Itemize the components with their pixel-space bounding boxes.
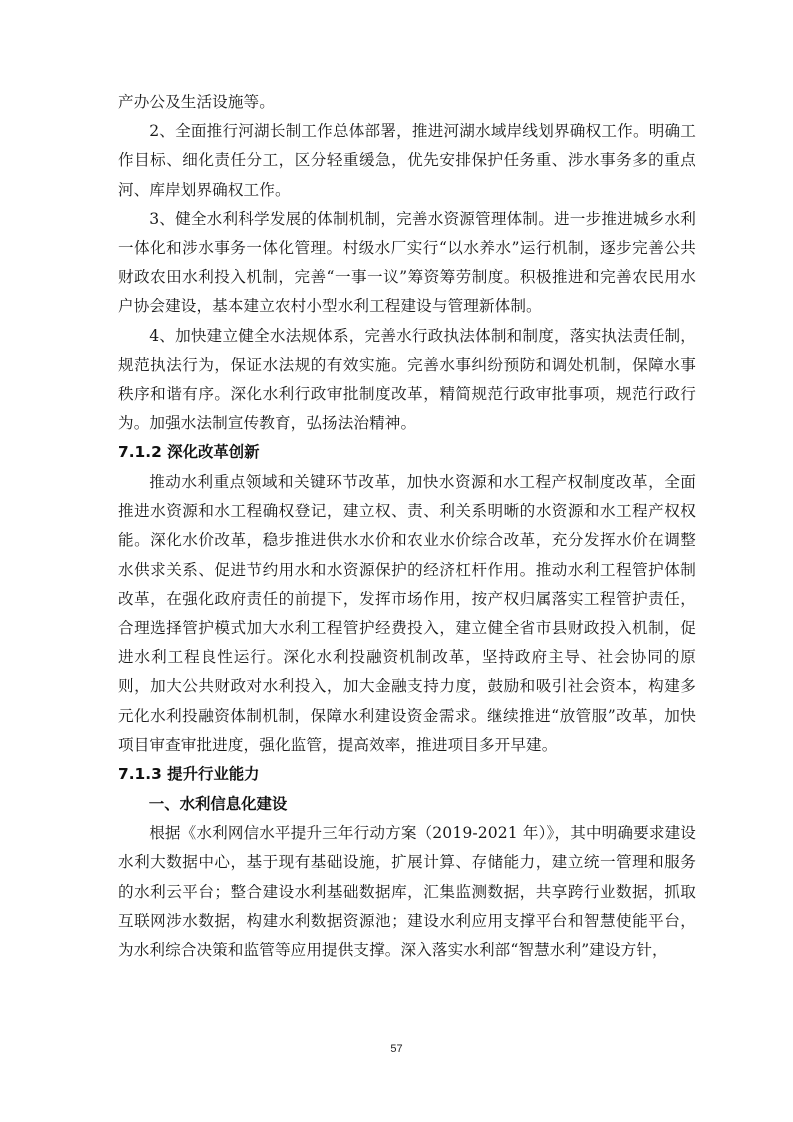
paragraph-item-4: 4、加快建立健全水法规体系，完善水行政执法体制和制度，落实执法责任制，规范执法行为，保证水法规的有效实施。完善水事纠纷预防和调处机制，保障水事秩序和谐有序。深化水利行政审批制度改革，精简规范行政审批事项，规范行政行为。加强水法制宣传教育，弘扬法治精神。 <box>118 326 696 433</box>
paragraph-informatization: 根据《水利网信水平提升三年行动方案（2019-2021 年）》，其中明确要求建设水利大数据中心，基于现有基础设施，扩展计算、存储能力，建立统一管理和服务的水利云平台；整合建设水利基础数据库，汇集监测数据，共享跨行业数据，抓取互联网涉水数据，构建水利数据资源池；建设水利应用支撑平台和智慧使能平台，为水利综合决策和监管等应用提供支撑。深入落实水利部“智慧水利”建设方针， <box>118 824 696 960</box>
paragraph-continuation: 产办公及生活设施等。 <box>118 93 275 111</box>
paragraph-item-2: 2、全面推行河湖长制工作总体部署，推进河湖水域岸线划界确权工作。明确工作目标、细化责任分工，区分轻重缓急，优先安排保护任务重、涉水事务多的重点河、库岸划界确权工作。 <box>118 122 696 199</box>
paragraph-reform: 推动水利重点领域和关键环节改革，加快水资源和水工程产权制度改革，全面推进水资源和水工程确权登记，建立权、责、利关系明晰的水资源和水工程产权权能。深化水价改革，稳步推进供水水价和农业水价综合改革，充分发挥水价在调整水供求关系、促进节约用水和水资源保护的经济杠杆作用。推动水利工程管护体制改革，在强化政府责任的前提下，发挥市场作用，按产权归属落实工程管护责任，合理选择管护模式加大水利工程管护经费投入，建立健全省市县财政投入机制，促进水利工程良性运行。深化水利投融资机制改革，坚持政府主导、社会协同的原则，加大公共财政对水利投入，加大金融支持力度，鼓励和吸引社会资本，构建多元化水利投融资体制机制，保障水利建设资金需求。继续推进“放管服”改革，加快项目审查审批进度，强化监管，提高效率，推进项目多开早建。 <box>118 473 696 754</box>
page-number: 57 <box>390 1043 403 1055</box>
subsection-heading-informatization: 一、水利信息化建设 <box>148 794 288 813</box>
section-heading-7-1-2: 7.1.2 深化改革创新 <box>118 443 260 462</box>
section-heading-7-1-3: 7.1.3 提升行业能力 <box>118 765 260 784</box>
document-body <box>118 88 696 965</box>
paragraph-item-3: 3、健全水利科学发展的体制机制，完善水资源管理体制。进一步推进城乡水利一体化和涉水事务一体化管理。村级水厂实行“以水养水”运行机制，逐步完善公共财政农田水利投入机制，完善“一事一议”筹资筹劳制度。积极推进和完善农民用水户协会建设，基本建立农村小型水利工程建设与管理新体制。 <box>118 209 696 316</box>
